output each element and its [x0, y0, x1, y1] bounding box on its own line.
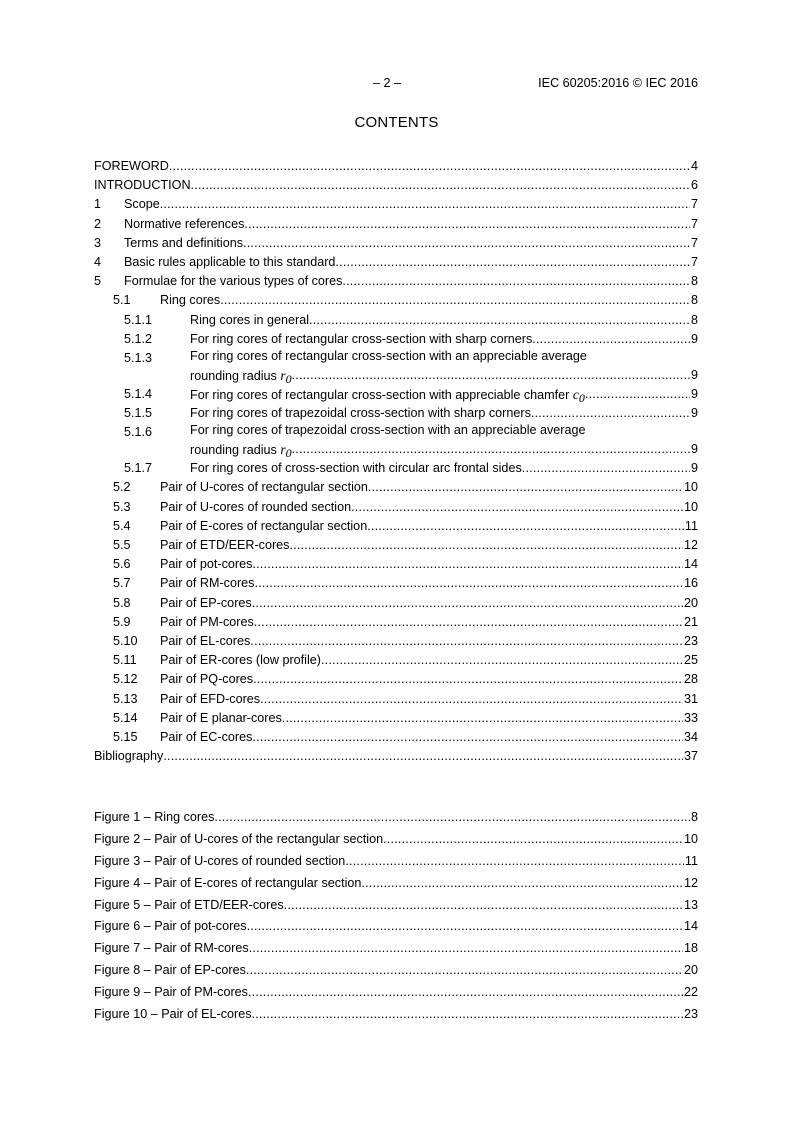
figure-title: Figure 10 – Pair of EL-cores	[94, 1007, 252, 1022]
entry-page-number: 33	[683, 710, 698, 725]
entry-number: 5.1.2	[124, 331, 153, 346]
entry-number: 5.9	[113, 614, 131, 629]
math-subscript: 0	[578, 390, 585, 405]
toc-entry[interactable]	[94, 555, 698, 574]
dot-leader	[244, 215, 690, 234]
toc-entry[interactable]	[94, 385, 698, 404]
entry-number: 5.12	[113, 672, 138, 687]
entry-page-number: 12	[683, 538, 698, 552]
entry-row	[190, 330, 698, 349]
toc-entry[interactable]	[94, 330, 698, 349]
entry-page-number: 8	[690, 293, 698, 308]
dot-leader	[252, 555, 683, 574]
entry-title: Pair of U-cores of rectangular section	[160, 480, 368, 495]
entry-title: Pair of U-cores of rounded section	[160, 499, 352, 514]
list-of-figures	[94, 807, 698, 1026]
entry-page-number: 6	[690, 178, 698, 193]
toc-entry[interactable]	[94, 423, 698, 459]
toc-entry[interactable]	[94, 613, 698, 632]
dot-leader	[214, 807, 690, 829]
toc-entry[interactable]	[94, 311, 698, 330]
dot-leader	[367, 517, 684, 536]
entry-number: 2	[94, 216, 102, 231]
toc-entry[interactable]	[94, 690, 698, 709]
entry-page-number: 9	[690, 331, 698, 346]
entry-row	[94, 938, 698, 960]
entry-title-line2	[190, 366, 698, 385]
entry-row	[160, 498, 698, 517]
dot-leader	[220, 291, 690, 310]
entry-row	[160, 517, 698, 536]
entry-row	[160, 536, 698, 555]
figure-title: Figure 6 – Pair of pot-cores	[94, 919, 247, 934]
dot-leader	[247, 916, 683, 938]
entry-title: Pair of ETD/EER-cores	[160, 538, 290, 552]
figure-page-number: 20	[683, 963, 698, 978]
toc-entry[interactable]	[94, 176, 698, 195]
dot-leader	[342, 272, 690, 291]
figure-title: Figure 9 – Pair of PM-cores	[94, 985, 248, 1000]
toc-entry[interactable]	[94, 651, 698, 670]
toc-entry[interactable]	[94, 253, 698, 272]
entry-number: 5.1.7	[124, 461, 153, 476]
entry-row	[160, 651, 698, 670]
dot-leader	[284, 895, 683, 917]
entry-page-number: 8	[690, 274, 698, 289]
dot-leader	[585, 385, 690, 404]
toc-entry[interactable]	[94, 536, 698, 555]
entry-page-number: 14	[683, 557, 698, 572]
entry-page-number: 9	[690, 406, 698, 421]
entry-title: For ring cores of cross-section with circular arc frontal sides	[190, 461, 522, 476]
figure-page-number: 10	[683, 831, 698, 846]
dot-leader	[243, 234, 690, 253]
entry-page-number: 37	[683, 749, 698, 764]
entry-title: For ring cores of rectangular cross-section with appreciable chamfer c0	[190, 386, 585, 405]
entry-page-number: 9	[690, 442, 698, 457]
entry-number: 5.8	[113, 595, 131, 610]
entry-page-number: 11	[684, 518, 698, 533]
entry-page-number: 7	[690, 216, 698, 231]
dot-leader	[254, 613, 683, 632]
toc-entry[interactable]	[94, 404, 698, 423]
entry-page-number: 10	[683, 499, 698, 514]
dot-leader	[160, 195, 690, 214]
entry-number: 5.3	[113, 499, 131, 514]
figure-page-number: 12	[683, 875, 698, 890]
toc-entry[interactable]	[94, 594, 698, 613]
entry-title: Pair of E planar-cores	[160, 710, 282, 725]
entry-number: 5.11	[113, 653, 137, 668]
dot-leader	[292, 366, 690, 385]
figure-title: Figure 4 – Pair of E-cores of rectangular section	[94, 875, 362, 890]
entry-page-number: 23	[683, 633, 698, 648]
entry-number: 5.1.4	[124, 386, 153, 401]
figure-title: Figure 5 – Pair of ETD/EER-cores	[94, 897, 284, 912]
entry-row	[160, 632, 698, 651]
dot-leader	[531, 404, 690, 423]
entry-page-number: 31	[683, 691, 698, 706]
dot-leader	[252, 1004, 683, 1026]
entry-number: 5.1.5	[124, 406, 153, 421]
entry-number: 3	[94, 235, 102, 250]
figure-page-number: 13	[683, 897, 698, 912]
entry-title: FOREWORD	[94, 159, 169, 173]
toc-entry[interactable]	[94, 517, 698, 536]
entry-title: Ring cores in general	[190, 312, 310, 327]
entry-row	[94, 916, 698, 938]
entry-page-number: 9	[690, 386, 698, 401]
toc-entry[interactable]	[94, 291, 698, 310]
toc-entry[interactable]	[94, 215, 698, 234]
entry-number: 5.6	[113, 557, 131, 572]
dot-leader	[361, 873, 683, 895]
entry-page-number: 7	[690, 197, 698, 212]
entry-title: Pair of RM-cores	[160, 576, 255, 591]
entry-page-number: 16	[683, 576, 698, 591]
entry-title-line2	[190, 440, 698, 459]
dot-leader	[368, 478, 683, 497]
figure-page-number: 8	[690, 810, 698, 824]
entry-number: 5.1.3	[124, 350, 153, 365]
toc-entry[interactable]	[94, 728, 698, 747]
entry-row	[124, 215, 698, 234]
entry-number: 5.1.6	[124, 425, 153, 440]
dot-leader	[254, 574, 683, 593]
entry-number: 5.5	[113, 538, 131, 552]
document-id: IEC 60205:2016 © IEC 2016	[538, 76, 698, 90]
dot-leader	[253, 670, 683, 689]
dot-leader	[252, 728, 683, 747]
entry-row	[94, 982, 698, 1004]
entry-page-number: 4	[690, 159, 698, 173]
toc-entry[interactable]	[94, 670, 698, 689]
figure-entry[interactable]	[94, 829, 698, 851]
figure-title: Figure 2 – Pair of U-cores of the rectangular section	[94, 831, 384, 846]
figure-entry[interactable]	[94, 873, 698, 895]
entry-title: Pair of EL-cores	[160, 633, 251, 648]
dot-leader	[163, 747, 683, 766]
entry-row	[94, 851, 698, 873]
toc-entry[interactable]	[94, 459, 698, 478]
figure-page-number: 18	[683, 941, 698, 956]
dot-leader	[383, 829, 683, 851]
dot-leader	[246, 960, 683, 982]
entry-row	[124, 253, 698, 272]
dot-leader	[249, 938, 683, 960]
dot-leader	[335, 253, 690, 272]
dot-leader	[282, 709, 683, 728]
toc-entry[interactable]	[94, 478, 698, 497]
entry-title: Scope	[124, 197, 160, 212]
entry-title-line1: For ring cores of trapezoidal cross-section with an appreciable average	[190, 423, 586, 438]
entry-title: rounding radius r0	[190, 367, 292, 386]
entry-row	[94, 807, 698, 829]
entry-title: Terms and definitions	[124, 235, 244, 250]
math-variable: r0	[280, 442, 292, 461]
math-subscript: 0	[285, 446, 292, 461]
contents-heading: CONTENTS	[354, 114, 439, 131]
entry-page-number: 9	[690, 461, 698, 476]
entry-number: 5.14	[113, 710, 138, 725]
entry-row	[160, 728, 698, 747]
toc-entry[interactable]	[94, 234, 698, 253]
entry-row	[160, 709, 698, 728]
entry-page-number: 8	[690, 312, 698, 327]
entry-row	[160, 291, 698, 310]
entry-row	[94, 960, 698, 982]
dot-leader	[252, 594, 683, 613]
entry-number: 1	[94, 197, 102, 212]
entry-title: INTRODUCTION	[94, 178, 191, 193]
figure-entry[interactable]	[94, 982, 698, 1004]
entry-number: 5	[94, 274, 102, 289]
entry-title: Basic rules applicable to this standard	[124, 254, 336, 269]
dot-leader	[289, 536, 683, 555]
figure-entry[interactable]	[94, 938, 698, 960]
entry-page-number: 20	[683, 595, 698, 610]
math-subscript: 0	[285, 371, 292, 386]
entry-title-line1: For ring cores of rectangular cross-section with an appreciable average	[190, 348, 587, 363]
toc-entry[interactable]	[94, 709, 698, 728]
entry-row	[94, 747, 698, 766]
entry-title: For ring cores of trapezoidal cross-section with sharp corners	[190, 406, 531, 421]
entry-row	[190, 459, 698, 478]
entry-number: 5.2	[113, 480, 131, 495]
entry-title: Pair of pot-cores	[160, 557, 253, 572]
figure-page-number: 14	[683, 919, 698, 934]
figure-title: Figure 8 – Pair of EP-cores	[94, 963, 246, 978]
entry-row	[94, 895, 698, 917]
entry-page-number: 9	[690, 367, 698, 382]
entry-number: 5.4	[113, 518, 131, 533]
entry-title: Pair of EC-cores	[160, 729, 253, 744]
figure-entry[interactable]	[94, 851, 698, 873]
dot-leader	[292, 440, 690, 459]
toc-entry[interactable]	[94, 747, 698, 766]
entry-page-number: 28	[683, 672, 698, 687]
entry-page-number: 21	[683, 614, 698, 629]
entry-number: 5.1	[113, 293, 131, 308]
entry-title: Pair of ER-cores (low profile)	[160, 653, 321, 668]
figure-entry[interactable]	[94, 916, 698, 938]
entry-title: Pair of EFD-cores	[160, 691, 261, 706]
entry-title: Formulae for the various types of cores	[124, 274, 343, 289]
figure-page-number: 23	[683, 1007, 698, 1022]
entry-row	[94, 157, 698, 176]
page-number: – 2 –	[373, 76, 402, 90]
entry-page-number: 7	[690, 235, 698, 250]
table-of-contents	[94, 157, 698, 766]
figure-title: Figure 7 – Pair of RM-cores	[94, 941, 249, 956]
entry-row	[160, 574, 698, 593]
entry-page-number: 10	[683, 480, 698, 495]
entry-title: For ring cores of rectangular cross-section with sharp corners	[190, 331, 533, 346]
dot-leader	[309, 311, 690, 330]
entry-row	[124, 272, 698, 291]
entry-number: 5.7	[113, 576, 131, 591]
dot-leader	[191, 176, 690, 195]
entry-row	[94, 1004, 698, 1026]
toc-entry[interactable]	[94, 349, 698, 385]
figure-page-number: 11	[684, 853, 698, 868]
math-variable: c0	[572, 386, 585, 405]
figure-entry[interactable]	[94, 960, 698, 982]
entry-row	[190, 385, 698, 404]
figure-entry[interactable]	[94, 895, 698, 917]
dot-leader	[345, 851, 684, 873]
entry-row	[94, 176, 698, 195]
entry-title: Pair of E-cores of rectangular section	[160, 518, 368, 533]
dot-leader	[250, 632, 683, 651]
entry-title: Pair of EP-cores	[160, 595, 252, 610]
entry-title: Ring cores	[160, 293, 221, 308]
dot-leader	[351, 498, 683, 517]
entry-page-number: 7	[690, 254, 698, 269]
figure-entry[interactable]	[94, 1004, 698, 1026]
entry-row	[190, 404, 698, 423]
toc-entry[interactable]	[94, 498, 698, 517]
entry-number: 5.1.1	[124, 312, 153, 327]
entry-row	[160, 613, 698, 632]
entry-page-number: 25	[683, 653, 698, 668]
toc-entry[interactable]	[94, 157, 698, 176]
dot-leader	[532, 330, 690, 349]
figure-page-number: 22	[683, 985, 698, 1000]
figure-title: Figure 1 – Ring cores	[94, 810, 215, 824]
toc-entry[interactable]	[94, 272, 698, 291]
entry-title: Normative references	[124, 216, 245, 231]
entry-row	[160, 478, 698, 497]
math-variable: r0	[280, 367, 292, 386]
dot-leader	[321, 651, 683, 670]
dot-leader	[248, 982, 683, 1004]
figure-title: Figure 3 – Pair of U-cores of rounded section	[94, 853, 346, 868]
entry-number: 4	[94, 254, 102, 269]
entry-row	[124, 195, 698, 214]
entry-row	[160, 690, 698, 709]
figure-entry[interactable]	[94, 807, 698, 829]
entry-number: 5.13	[113, 691, 138, 706]
entry-row	[124, 234, 698, 253]
entry-number: 5.10	[113, 633, 138, 648]
dot-leader	[522, 459, 690, 478]
entry-row	[94, 873, 698, 895]
toc-entry[interactable]	[94, 632, 698, 651]
dot-leader	[169, 157, 690, 176]
entry-title: Pair of PQ-cores	[160, 672, 254, 687]
toc-entry[interactable]	[94, 574, 698, 593]
entry-page-number: 34	[683, 729, 698, 744]
entry-number: 5.15	[113, 729, 138, 744]
entry-row	[160, 594, 698, 613]
entry-row	[94, 829, 698, 851]
entry-row	[160, 670, 698, 689]
entry-row	[190, 311, 698, 330]
entry-row	[160, 555, 698, 574]
entry-title: rounding radius r0	[190, 442, 292, 461]
toc-entry[interactable]	[94, 195, 698, 214]
entry-title: Bibliography	[94, 749, 164, 764]
entry-title: Pair of PM-cores	[160, 614, 254, 629]
dot-leader	[260, 690, 683, 709]
